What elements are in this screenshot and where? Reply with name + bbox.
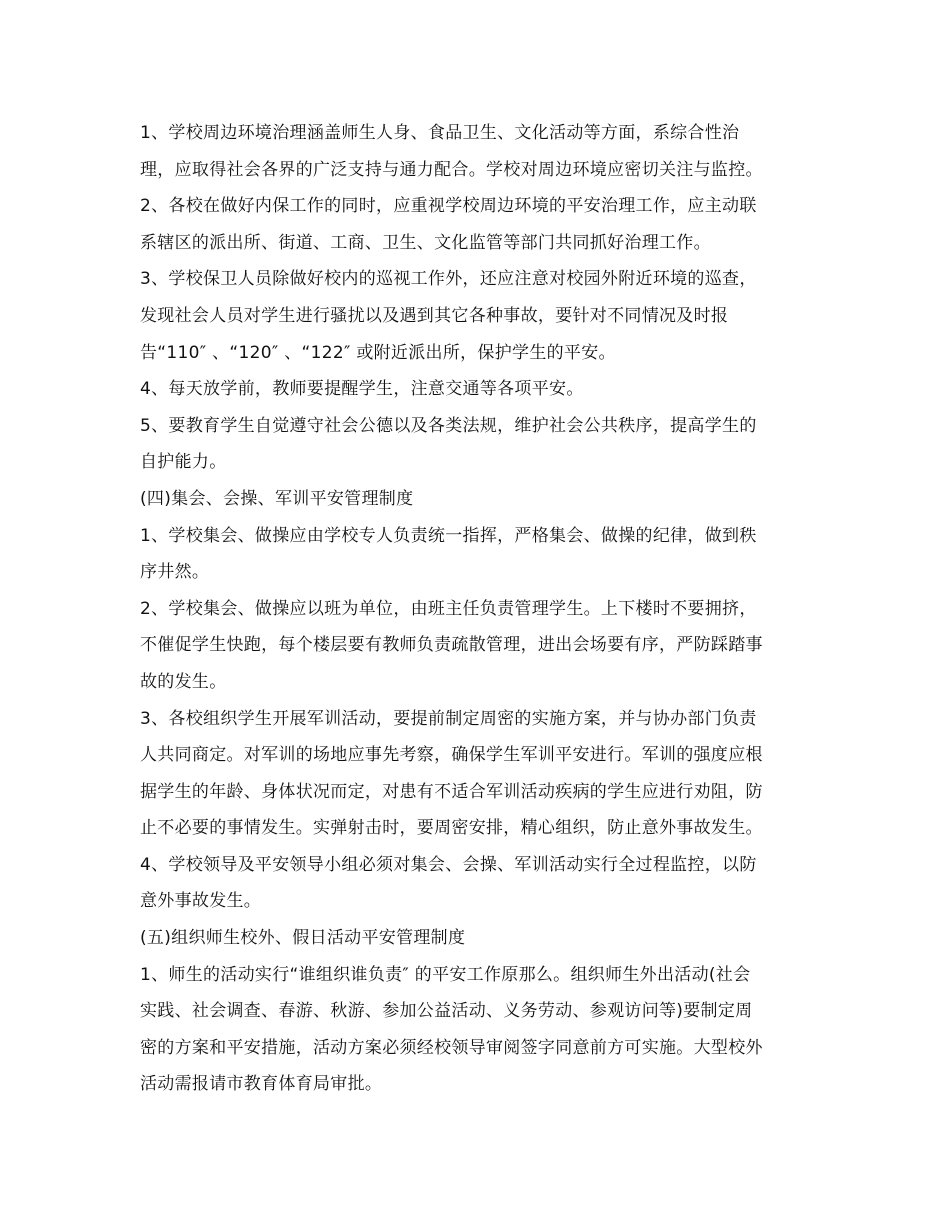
text-line: 止不必要的事情发生。实弹射击时，要周密安排，精心组织，防止意外事故发生。 (140, 818, 763, 839)
text-line: 发现社会人员对学生进行骚扰以及遇到其它各种事故，要针对不同情况及时报 (140, 305, 729, 326)
text-line: 据学生的年龄、身体状况而定，对患有不适合军训活动疾病的学生应进行劝阻，防 (140, 781, 763, 802)
text-line: 系辖区的派出所、街道、工商、卫生、文化监管等部门共同抓好治理工作。 (140, 232, 711, 253)
text-line: 1、师生的活动实行“谁组织谁负责″ 的平安工作原那么。组织师生外出活动(社会 (140, 964, 751, 985)
text-line: 1、学校周边环境治理涵盖师生人身、食品卫生、文化活动等方面，系综合性治 (140, 123, 740, 143)
text-line: 2、学校集会、做操应以班为单位，由班主任负责管理学生。上下楼时不要拥挤， (140, 598, 757, 619)
text-line: 序井然。 (140, 562, 210, 583)
text-line: 2、各校在做好内保工作的同时，应重视学校周边环境的平安治理工作，应主动联 (140, 196, 757, 217)
text-line: 人共同商定。对军训的场地应事先考察，确保学生军训平安进行。军训的强度应根 (140, 745, 763, 766)
text-line: 3、各校组织学生开展军训活动，要提前制定周密的实施方案，并与协办部门负责 (140, 708, 757, 729)
text-line: 密的方案和平安措施，活动方案必须经校领导审阅签字同意前方可实施。大型校外 (140, 1037, 763, 1058)
section-heading: (四)集会、会操、军训平安管理制度 (140, 488, 414, 509)
text-line: 4、学校领导及平安领导小组必须对集会、会操、军训活动实行全过程监控，以防 (140, 854, 757, 875)
text-line: 意外事故发生。 (140, 891, 262, 912)
text-line: 活动需报请市教育体育局审批。 (140, 1074, 383, 1095)
text-line: 5、要教育学生自觉遵守社会公德以及各类法规，维护社会公共秩序，提高学生的 (140, 415, 757, 436)
text-line: 告“110″ 、“120″ 、“122″ 或附近派出所，保护学生的平安。 (140, 342, 616, 363)
text-line: 3、学校保卫人员除做好校内的巡视工作外，还应注意对校园外附近环境的巡查， (140, 269, 757, 290)
text-line: 4、每天放学前，教师要提醒学生，注意交通等各项平安。 (140, 379, 584, 400)
text-line: 故的发生。 (140, 671, 227, 692)
section-heading: (五)组织师生校外、假日活动平安管理制度 (140, 928, 466, 949)
text-line: 自护能力。 (140, 452, 227, 473)
text-line: 不催促学生快跑，每个楼层要有教师负责疏散管理，进出会场要有序，严防踩踏事 (140, 635, 763, 656)
document-body (140, 115, 820, 1103)
text-line: 理，应取得社会各界的广泛支持与通力配合。学校对周边环境应密切关注与监控。 (140, 159, 763, 180)
text-line: 实践、社会调查、春游、秋游、参加公益活动、义务劳动、参观访问等)要制定周 (140, 1001, 753, 1022)
text-line: 1、学校集会、做操应由学校专人负责统一指挥，严格集会、做操的纪律，做到秩 (140, 525, 757, 546)
